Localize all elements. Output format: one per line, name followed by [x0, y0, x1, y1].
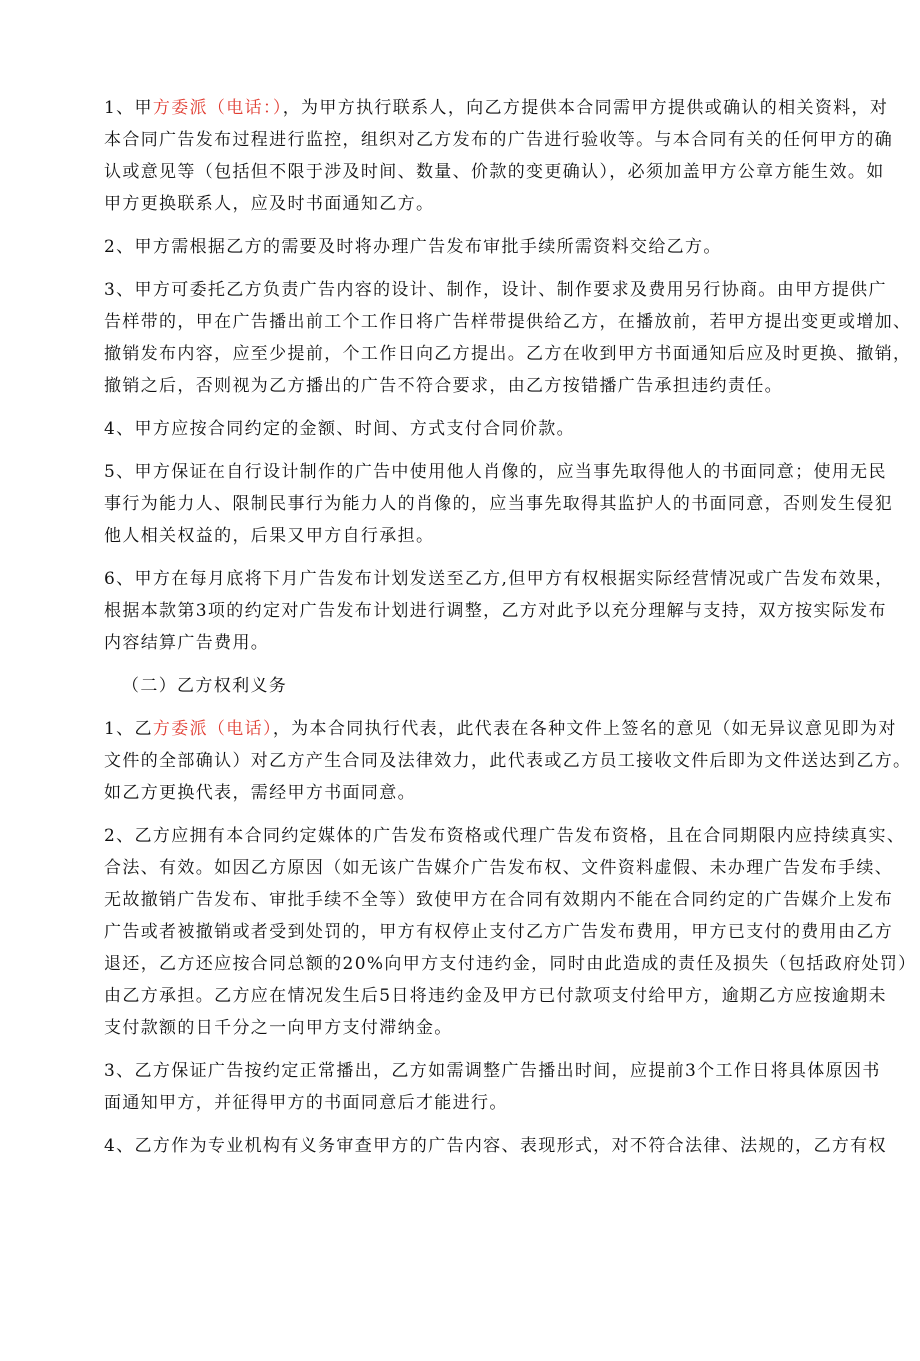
clause-line: 3、乙方保证广告按约定正常播出，乙方如需调整广告播出时间，应提前3个工作日将具体原因书: [104, 1061, 881, 1081]
clause-line: [104, 92, 889, 124]
clause-line: 本合同广告发布过程进行监控，组织对乙方发布的广告进行验收等。与本合同有关的任何甲方的确: [104, 130, 894, 150]
clause-line: 2、乙方应拥有本合同约定媒体的广告发布资格或代理广告发布资格，且在合同期限内应持续真实、: [104, 826, 906, 846]
clause-line: 6、甲方在每月底将下月广告发布计划发送至乙方,但甲方有权根据实际经营情况或广告发布效果，: [104, 569, 894, 589]
clause-line: 甲方更换联系人，应及时书面通知乙方。: [104, 194, 435, 214]
clause-line: 内容结算广告费用。: [104, 633, 270, 653]
clause-line: 认或意见等（包括但不限于涉及时间、数量、价款的变更确认），必须加盖甲方公章方能生效。如: [104, 162, 885, 182]
clause-line: 文件的全部确认）对乙方产生合同及法律效力，此代表或乙方员工接收文件后即为文件送达到乙方。: [104, 751, 912, 771]
clause-line: 5、甲方保证在自行设计制作的广告中使用他人肖像的，应当事先取得他人的书面同意；使用无民: [104, 462, 887, 482]
party-b-clause-1: [104, 713, 912, 809]
party-a-clause-5: [104, 456, 894, 552]
party-b-clause-4: [104, 1130, 887, 1162]
clause-line: 4、甲方应按合同约定的金额、时间、方式支付合同价款。: [104, 419, 575, 439]
clause-line: 面通知甲方，并征得甲方的书面同意后才能进行。: [104, 1093, 508, 1113]
party-a-clause-6: [104, 563, 894, 659]
party-a-clause-3: [104, 274, 912, 402]
contact-placeholder: 方委派（电话）: [152, 719, 273, 739]
clause-line: 2、甲方需根据乙方的需要及时将办理广告发布审批手续所需资料交给乙方。: [104, 237, 722, 257]
clause-line: 无故撤销广告发布、审批手续不全等）致使甲方在合同有效期内不能在合同约定的广告媒介上发布: [104, 890, 894, 910]
clause-line: 告样带的，甲在广告播出前工个工作日将广告样带提供给乙方，在播放前，若甲方提出变更或增加、: [104, 312, 912, 332]
clause-line: 退还，乙方还应按合同总额的20%向甲方支付违约金，同时由此造成的责任及损失（包括政府处罚）: [104, 954, 917, 974]
clause-line: [104, 713, 897, 745]
clause-text: ，为甲方执行联系人，向乙方提供本合同需甲方提供或确认的相关资料，对: [282, 98, 889, 118]
party-b-clause-2: [104, 820, 917, 1044]
clause-prefix: 1、乙: [104, 719, 153, 739]
clause-line: 撤销之后，否则视为乙方播出的广告不符合要求，由乙方按错播广告承担违约责任。: [104, 376, 783, 396]
document-page: [104, 92, 917, 1173]
party-a-clause-2: [104, 231, 854, 263]
clause-prefix: 1、甲: [104, 98, 153, 118]
clause-text: ，为本合同执行代表，此代表在各种文件上签名的意见（如无异议意见即为对: [272, 719, 897, 739]
clause-line: 合法、有效。如因乙方原因（如无该广告媒介广告发布权、文件资料虚假、未办理广告发布手续、: [104, 858, 894, 878]
party-b-clause-3: [104, 1055, 881, 1119]
clause-line: 支付款额的日千分之一向甲方支付滞纳金。: [104, 1018, 453, 1038]
clause-line: 由乙方承担。乙方应在情况发生后5日将违约金及甲方已付款项支付给甲方，逾期乙方应按逾期未: [104, 986, 887, 1006]
clause-line: 事行为能力人、限制民事行为能力人的肖像的，应当事先取得其监护人的书面同意，否则发生侵犯: [104, 494, 894, 514]
clause-line: 他人相关权益的，后果又甲方自行承担。: [104, 526, 435, 546]
party-a-clause-4: [104, 413, 854, 445]
clause-line: 根据本款第3项的约定对广告发布计划进行调整，乙方对此予以充分理解与支持，双方按实际发布: [104, 601, 887, 621]
contact-placeholder: 方委派（电话：）: [152, 98, 283, 118]
clause-line: 3、甲方可委托乙方负责广告内容的设计、制作，设计、制作要求及费用另行协商。由甲方提供广: [104, 280, 887, 300]
clause-line: 广告或者被撤销或者受到处罚的，甲方有权停止支付乙方广告发布费用，甲方已支付的费用由乙方: [104, 922, 894, 942]
party-a-clause-1: [104, 92, 894, 220]
clause-line: 4、乙方作为专业机构有义务审查甲方的广告内容、表现形式，对不符合法律、法规的，乙方有权: [104, 1136, 887, 1156]
section-heading-party-b: （二）乙方权利义务: [122, 676, 288, 696]
clause-line: 如乙方更换代表，需经甲方书面同意。: [104, 783, 416, 803]
clause-line: 撤销发布内容，应至少提前，个工作日向乙方提出。乙方在收到甲方书面通知后应及时更换、撤销，: [104, 344, 912, 364]
